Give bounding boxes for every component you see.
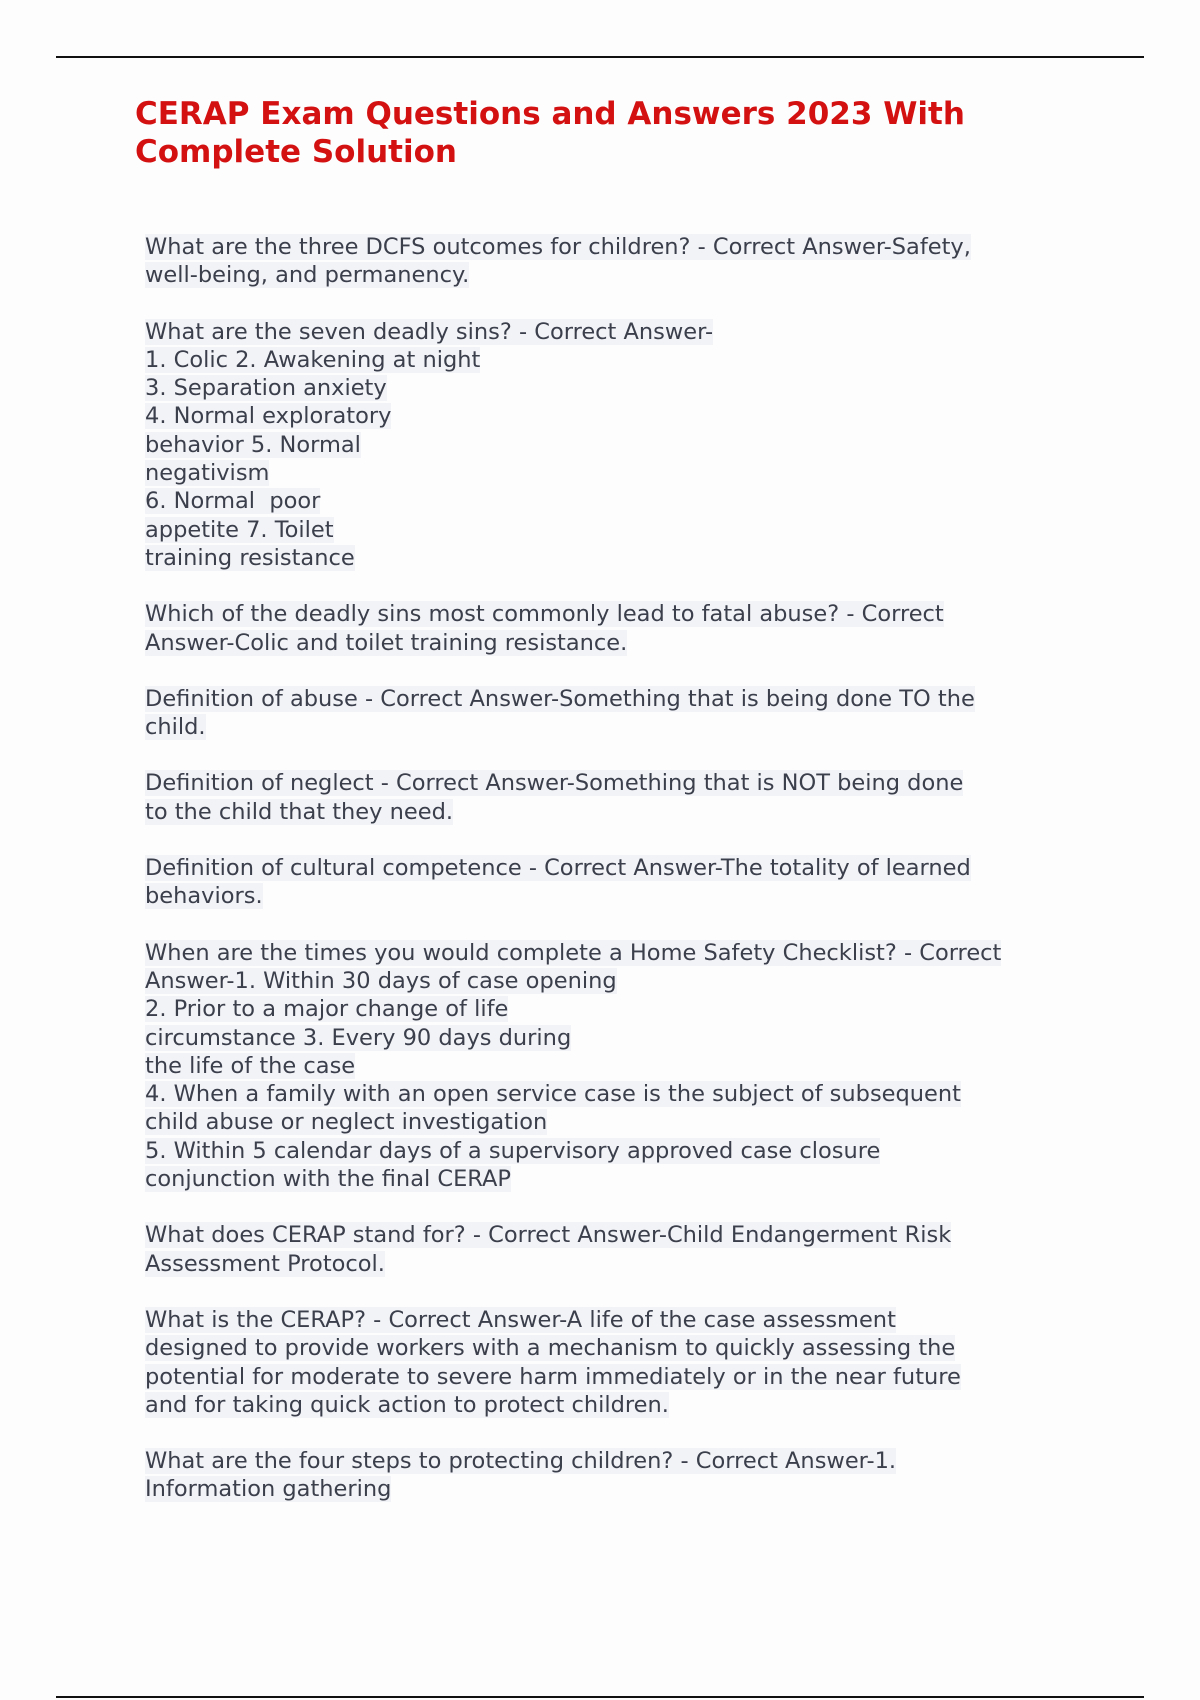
qa-line-text: 3. Separation anxiety — [145, 375, 387, 402]
qa-line-text: 5. Within 5 calendar days of a supervisory approved case closure — [145, 1137, 881, 1164]
qa-block — [145, 233, 1080, 290]
qa-block — [145, 854, 1080, 911]
title-line-1: CERAP Exam Questions and Answers 2023 With — [135, 96, 965, 132]
document-title — [135, 95, 1095, 171]
qa-line-text: Answer-Colic and toilet training resistance. — [145, 629, 628, 656]
qa-line — [145, 1334, 1080, 1362]
qa-block — [145, 939, 1080, 1194]
qa-block — [145, 1221, 1080, 1278]
qa-line-text: well-being, and permanency. — [145, 262, 470, 289]
qa-line — [145, 431, 1080, 459]
qa-block — [145, 685, 1080, 742]
qa-line-text: 6. Normal poor — [145, 488, 321, 515]
qa-line-text: Definition of cultural competence - Correct Answer-The totality of learned — [145, 855, 971, 882]
qa-line — [145, 1447, 1080, 1475]
qa-line-text: What is the CERAP? - Correct Answer-A life of the case assessment — [145, 1306, 896, 1333]
qa-line — [145, 1363, 1080, 1391]
title-line-2: Complete Solution — [135, 134, 457, 170]
qa-line-text: conjunction with the final CERAP — [145, 1166, 511, 1193]
qa-line — [145, 1475, 1080, 1503]
qa-line — [145, 1024, 1080, 1052]
qa-line — [145, 459, 1080, 487]
qa-line — [145, 713, 1080, 741]
qa-line-text: potential for moderate to severe harm immediately or in the near future — [145, 1363, 961, 1390]
qa-line — [145, 939, 1080, 967]
qa-line-text: child. — [145, 714, 206, 741]
qa-line — [145, 516, 1080, 544]
qa-line — [145, 685, 1080, 713]
qa-line — [145, 402, 1080, 430]
qa-line-text: negativism — [145, 460, 270, 487]
qa-line-text: Definition of abuse - Correct Answer-Something that is being done TO the — [145, 685, 975, 712]
qa-line — [145, 798, 1080, 826]
qa-line — [145, 1108, 1080, 1136]
qa-line — [145, 318, 1080, 346]
qa-line-text: designed to provide workers with a mechanism to quickly assessing the — [145, 1335, 956, 1362]
qa-line-text: circumstance 3. Every 90 days during — [145, 1024, 572, 1051]
qa-line — [145, 769, 1080, 797]
footer-rule — [56, 1696, 1144, 1698]
qa-line-text: Which of the deadly sins most commonly lead to fatal abuse? - Correct — [145, 601, 944, 628]
qa-line-text: behavior 5. Normal — [145, 431, 361, 458]
qa-line — [145, 967, 1080, 995]
qa-line-text: 4. When a family with an open service case is the subject of subsequent — [145, 1081, 961, 1108]
qa-line — [145, 1137, 1080, 1165]
qa-line — [145, 854, 1080, 882]
qa-line — [145, 1080, 1080, 1108]
qa-line-text: 2. Prior to a major change of life — [145, 996, 509, 1023]
qa-line-text: What are the four steps to protecting children? - Correct Answer-1. — [145, 1448, 897, 1475]
qa-block — [145, 1306, 1080, 1419]
qa-line-text: Definition of neglect - Correct Answer-Something that is NOT being done — [145, 770, 964, 797]
qa-line — [145, 233, 1080, 261]
qa-line-text: to the child that they need. — [145, 798, 454, 825]
qa-line-text: What does CERAP stand for? - Correct Answer-Child Endangerment Risk — [145, 1222, 952, 1249]
qa-block — [145, 600, 1080, 657]
qa-line — [145, 261, 1080, 289]
qa-line-text: appetite 7. Toilet — [145, 516, 334, 543]
qa-block — [145, 318, 1080, 573]
qa-block — [145, 1447, 1080, 1504]
qa-line — [145, 1306, 1080, 1334]
qa-line — [145, 374, 1080, 402]
qa-block — [145, 769, 1080, 826]
qa-line-text: behaviors. — [145, 883, 263, 910]
qa-line-text: 4. Normal exploratory — [145, 403, 392, 430]
qa-line — [145, 882, 1080, 910]
qa-line-text: Assessment Protocol. — [145, 1250, 385, 1277]
qa-line — [145, 544, 1080, 572]
qa-line — [145, 487, 1080, 515]
qa-line — [145, 346, 1080, 374]
qa-line — [145, 629, 1080, 657]
qa-line — [145, 1250, 1080, 1278]
qa-line — [145, 1165, 1080, 1193]
qa-line-text: When are the times you would complete a Home Safety Checklist? - Correct — [145, 939, 1002, 966]
qa-line — [145, 1052, 1080, 1080]
qa-line-text: What are the three DCFS outcomes for children? - Correct Answer-Safety, — [145, 234, 971, 260]
qa-line-text: 1. Colic 2. Awakening at night — [145, 346, 481, 373]
qa-line-text: child abuse or neglect investigation — [145, 1109, 548, 1136]
qa-line — [145, 995, 1080, 1023]
qa-line-text: the life of the case — [145, 1052, 356, 1079]
question-answer-list — [145, 233, 1080, 1532]
qa-line — [145, 600, 1080, 628]
qa-line-text: training resistance — [145, 544, 355, 571]
qa-line-text: Answer-1. Within 30 days of case opening — [145, 967, 617, 994]
qa-line-text: What are the seven deadly sins? - Correct Answer- — [145, 318, 714, 345]
qa-line-text: Information gathering — [145, 1476, 392, 1503]
qa-line — [145, 1221, 1080, 1249]
header-rule — [56, 56, 1144, 58]
qa-line-text: and for taking quick action to protect children. — [145, 1391, 669, 1418]
qa-line — [145, 1391, 1080, 1419]
